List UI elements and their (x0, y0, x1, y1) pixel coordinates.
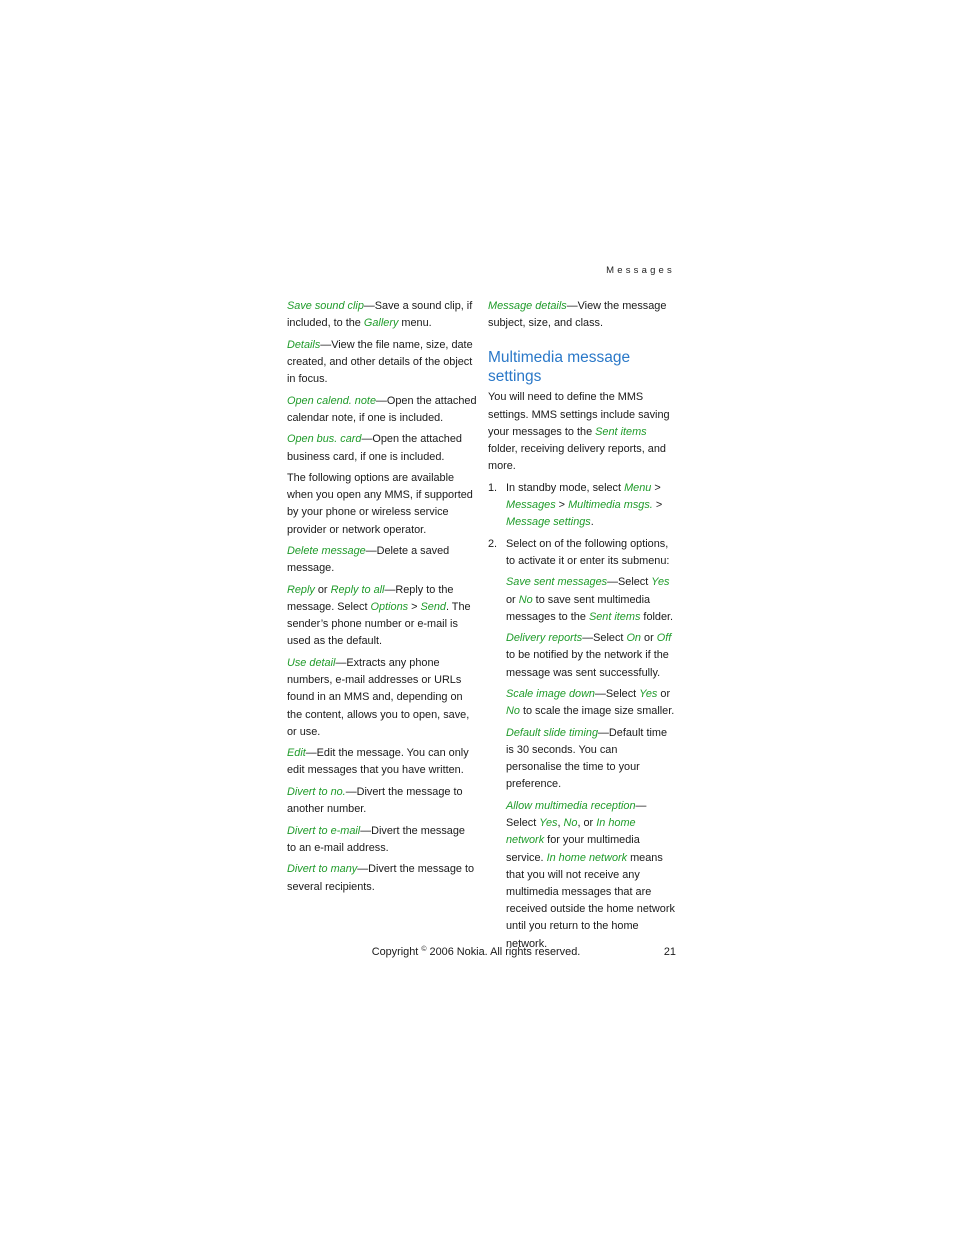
step-text (506, 480, 676, 532)
term-sent-items: Sent items (595, 425, 647, 438)
desc-text: folder. (640, 610, 674, 623)
term-on: On (626, 632, 641, 645)
option-details (287, 337, 477, 389)
desc-text: > (651, 481, 661, 494)
term-divert-to-email: Divert to e-mail (287, 824, 361, 837)
term-edit: Edit (287, 747, 306, 760)
desc-text: . The sender’s phone number or e-mail is used as the default. (287, 601, 471, 648)
term-no: No (518, 593, 533, 606)
desc-text: to save sent multimedia messages to the (506, 593, 651, 623)
desc-text: —Save a sound clip, if included, to the (287, 300, 473, 330)
copyright-text: Copyright (371, 946, 422, 958)
desc-text: > (408, 601, 421, 614)
desc-text: —View the file name, size, date created, and other details of the object in focus. (287, 338, 473, 386)
desc-text: . (590, 516, 594, 529)
term-no: No (563, 817, 578, 830)
term-message-details: Message details (488, 300, 567, 312)
intro-text (488, 389, 676, 475)
term-reply-to-all: Reply to all (330, 583, 385, 596)
desc-text: folder, receiving delivery reports, and more. (488, 443, 666, 473)
term-delivery-reports: Delivery reports (506, 632, 583, 645)
term-save-sound-clip: Save sound clip (287, 300, 364, 312)
step-2 (488, 536, 676, 570)
option-edit (287, 745, 477, 779)
desc-text: means that you will not receive any multimedia messages that are received outside the home network until you return to the home network. (506, 851, 675, 950)
running-header: Messages (606, 265, 675, 276)
term-yes: Yes (651, 576, 670, 589)
desc-text: for your multimedia service. (506, 834, 640, 864)
step-text: Select on of the following options, to activate it or enter its submenu: (506, 537, 670, 567)
option-delete-message (287, 543, 477, 577)
desc-text: In standby mode, select (506, 481, 625, 494)
desc-text: —Divert the message to another number. (287, 785, 463, 816)
term-yes: Yes (539, 817, 558, 830)
desc-text: to be notified by the network if the message was sent successfully. (506, 649, 669, 679)
following-options-text: The following options are available when you open any MMS, if supported by your phone or wireless service provider or network operator. (287, 472, 473, 536)
term-divert-to-many: Divert to many (287, 863, 358, 876)
desc-text: —Delete a saved message. (287, 545, 450, 575)
desc-text: —Open the attached calendar note, if one is included. (287, 394, 477, 424)
term-default-slide-timing: Default slide timing (506, 726, 599, 739)
term-options: Options (370, 601, 409, 614)
option-divert-to-many (287, 861, 477, 895)
term-message-settings: Message settings (506, 516, 591, 529)
desc-text: You will need to define the MMS settings. MMS settings include saving your messages to the (488, 391, 670, 438)
term-sent-items: Sent items (588, 610, 641, 623)
term-menu: Menu (624, 481, 652, 494)
desc-text: —Divert the message to an e-mail address. (287, 824, 465, 854)
desc-text: —Select (607, 576, 652, 589)
term-send: Send (420, 601, 446, 614)
term-open-calend-note: Open calend. note (287, 394, 377, 407)
step-number: 1. (488, 481, 498, 494)
option-use-detail (287, 655, 477, 741)
desc-text: , or (577, 817, 597, 830)
term-use-detail: Use detail (287, 656, 336, 669)
copyright-symbol: © (421, 946, 427, 953)
option-save-sound-clip (287, 298, 477, 332)
option-message-details (488, 298, 676, 332)
option-open-bus-card (287, 431, 477, 465)
page-number: 21 (663, 946, 676, 958)
term-yes: Yes (639, 688, 658, 701)
term-in-home-network: In home network (506, 817, 636, 847)
desc-text: —Divert the message to several recipients. (287, 863, 475, 893)
term-gallery: Gallery (363, 317, 399, 330)
desc-text: —Select (582, 632, 627, 645)
desc-text: —View the message subject, size, and class. (488, 300, 667, 330)
desc-text: or (314, 583, 331, 596)
desc-text: —Select (595, 688, 640, 701)
setting-delivery-reports (506, 630, 676, 682)
desc-text: —Select (506, 799, 647, 830)
term-allow-multimedia-reception: Allow multimedia reception (506, 799, 636, 812)
setting-allow-multimedia-reception (506, 798, 676, 953)
term-scale-image-down: Scale image down (506, 688, 595, 701)
term-delete-message: Delete message (287, 545, 366, 558)
option-divert-to-no (287, 784, 477, 818)
term-reply: Reply (287, 583, 315, 596)
desc-text: , (557, 817, 564, 830)
desc-text: —Open the attached business card, if one is included. (287, 433, 462, 463)
setting-scale-image-down (506, 686, 676, 720)
term-open-bus-card: Open bus. card (287, 433, 362, 446)
copyright-text: 2006 Nokia. All rights reserved. (426, 946, 581, 958)
desc-text: —Extracts any phone numbers, e-mail addresses or URLs found in an MMS and, depending on the content, allows you to open, save, or use. (287, 656, 470, 738)
desc-text: —Default time is 30 seconds. You can personalise the time to your preference. (506, 726, 668, 791)
desc-text: to scale the image size smaller. (519, 705, 675, 718)
desc-text: > (555, 498, 569, 511)
section-heading: Multimedia message settings (488, 349, 631, 386)
desc-text: menu. (398, 317, 432, 330)
copyright-notice (287, 946, 665, 958)
desc-text: > (652, 498, 663, 511)
left-column (287, 298, 477, 900)
term-off: Off (656, 632, 672, 645)
desc-text: or (506, 593, 519, 606)
term-details: Details (287, 338, 321, 351)
step-number: 2. (488, 537, 498, 550)
option-reply (287, 582, 477, 651)
option-divert-to-email (287, 823, 477, 857)
right-column (488, 298, 676, 957)
term-save-sent-messages: Save sent messages (506, 576, 608, 589)
term-divert-to-no: Divert to no. (287, 785, 346, 798)
setting-save-sent-messages (506, 574, 676, 626)
term-multimedia-msgs: Multimedia msgs. (568, 498, 653, 511)
desc-text: or (657, 688, 671, 701)
term-messages: Messages (506, 498, 556, 511)
option-open-calend-note (287, 393, 477, 427)
desc-text: —Reply to the message. Select (287, 583, 454, 614)
setting-default-slide-timing (506, 725, 676, 794)
term-in-home-network: In home network (546, 851, 628, 864)
step-1 (488, 480, 676, 532)
desc-text: or (640, 632, 657, 645)
desc-text: —Edit the message. You can only edit messages that you have written. (287, 747, 469, 777)
term-no: No (506, 705, 520, 718)
